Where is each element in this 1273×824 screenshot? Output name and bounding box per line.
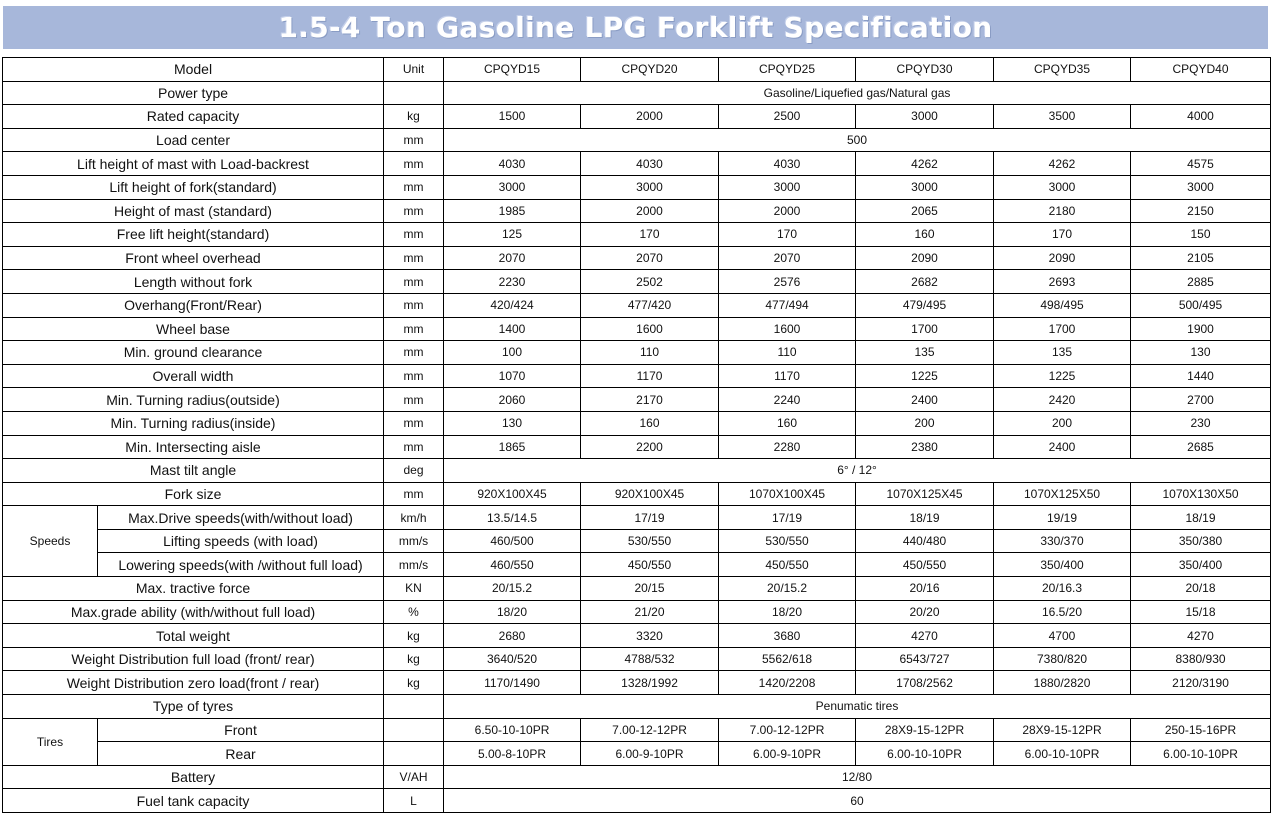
row-unit: KN bbox=[384, 577, 444, 601]
row-value-span: 6° / 12° bbox=[444, 459, 1271, 483]
row-label: Max.Drive speeds(with/without load) bbox=[98, 506, 384, 530]
row-unit: L bbox=[384, 789, 444, 813]
table-row bbox=[3, 459, 1271, 483]
row-value: 18/19 bbox=[1131, 506, 1271, 530]
row-value: 2065 bbox=[856, 199, 994, 223]
spec-table bbox=[2, 57, 1271, 813]
row-value: 1170 bbox=[581, 364, 719, 388]
row-value: 20/15.2 bbox=[719, 577, 856, 601]
row-value: 2680 bbox=[444, 624, 581, 648]
row-label: Max.grade ability (with/without full load) bbox=[3, 600, 384, 624]
row-label: Mast tilt angle bbox=[3, 459, 384, 483]
row-value: 3000 bbox=[856, 175, 994, 199]
row-value: 2693 bbox=[994, 270, 1131, 294]
row-unit: % bbox=[384, 600, 444, 624]
row-label: Battery bbox=[3, 765, 384, 789]
row-value: 350/380 bbox=[1131, 529, 1271, 553]
group-label: Speeds bbox=[3, 506, 98, 577]
row-value: 460/550 bbox=[444, 553, 581, 577]
row-value: 2000 bbox=[581, 199, 719, 223]
row-value: 2090 bbox=[856, 246, 994, 270]
row-value: 1225 bbox=[994, 364, 1131, 388]
table-row bbox=[3, 600, 1271, 624]
table-row bbox=[3, 341, 1271, 365]
row-value: 4000 bbox=[1131, 105, 1271, 129]
row-label: Wheel base bbox=[3, 317, 384, 341]
row-value: 3000 bbox=[856, 105, 994, 129]
row-value: 2170 bbox=[581, 388, 719, 412]
row-unit bbox=[384, 81, 444, 105]
row-label: Type of tyres bbox=[3, 695, 384, 719]
row-value: 7.00-12-12PR bbox=[719, 718, 856, 742]
row-unit: mm bbox=[384, 388, 444, 412]
title-banner bbox=[3, 6, 1268, 49]
row-value: 100 bbox=[444, 341, 581, 365]
row-value: 920X100X45 bbox=[581, 482, 719, 506]
row-value: 13.5/14.5 bbox=[444, 506, 581, 530]
row-value: 2400 bbox=[856, 388, 994, 412]
model-name: CPQYD35 bbox=[994, 58, 1131, 82]
row-value: 2150 bbox=[1131, 199, 1271, 223]
model-name: CPQYD40 bbox=[1131, 58, 1271, 82]
row-value: 110 bbox=[719, 341, 856, 365]
row-value: 230 bbox=[1131, 411, 1271, 435]
row-value: 4575 bbox=[1131, 152, 1271, 176]
row-unit: kg bbox=[384, 624, 444, 648]
row-value: 2500 bbox=[719, 105, 856, 129]
row-value: 1700 bbox=[856, 317, 994, 341]
row-value: 420/424 bbox=[444, 293, 581, 317]
row-value: 2000 bbox=[719, 199, 856, 223]
header-row bbox=[3, 58, 1271, 82]
table-row bbox=[3, 482, 1271, 506]
row-unit: km/h bbox=[384, 506, 444, 530]
table-row bbox=[3, 317, 1271, 341]
row-value: 2380 bbox=[856, 435, 994, 459]
row-value: 2420 bbox=[994, 388, 1131, 412]
table-row bbox=[3, 624, 1271, 648]
row-value: 330/370 bbox=[994, 529, 1131, 553]
row-unit: mm bbox=[384, 317, 444, 341]
row-value: 1500 bbox=[444, 105, 581, 129]
row-value: 2060 bbox=[444, 388, 581, 412]
row-value: 1900 bbox=[1131, 317, 1271, 341]
row-label: Min. Intersecting aisle bbox=[3, 435, 384, 459]
row-value: 5562/618 bbox=[719, 647, 856, 671]
row-unit: mm bbox=[384, 199, 444, 223]
row-value: 170 bbox=[994, 223, 1131, 247]
row-value: 7.00-12-12PR bbox=[581, 718, 719, 742]
row-value: 450/550 bbox=[581, 553, 719, 577]
table-row bbox=[3, 364, 1271, 388]
row-value: 1070X125X50 bbox=[994, 482, 1131, 506]
table-row bbox=[3, 246, 1271, 270]
row-unit: mm bbox=[384, 411, 444, 435]
row-value: 4700 bbox=[994, 624, 1131, 648]
row-label: Free lift height(standard) bbox=[3, 223, 384, 247]
model-name: CPQYD20 bbox=[581, 58, 719, 82]
row-value: 500/495 bbox=[1131, 293, 1271, 317]
row-unit: deg bbox=[384, 459, 444, 483]
row-value: 7380/820 bbox=[994, 647, 1131, 671]
row-value-span: 500 bbox=[444, 128, 1271, 152]
row-value: 4262 bbox=[994, 152, 1131, 176]
row-value: 2200 bbox=[581, 435, 719, 459]
row-value: 3640/520 bbox=[444, 647, 581, 671]
row-value: 3500 bbox=[994, 105, 1131, 129]
row-value: 1328/1992 bbox=[581, 671, 719, 695]
row-value: 450/550 bbox=[719, 553, 856, 577]
row-value: 440/480 bbox=[856, 529, 994, 553]
model-name: CPQYD25 bbox=[719, 58, 856, 82]
table-row bbox=[3, 765, 1271, 789]
row-value: 5.00-8-10PR bbox=[444, 742, 581, 766]
row-value: 160 bbox=[719, 411, 856, 435]
header-label: Model bbox=[3, 58, 384, 82]
row-value: 21/20 bbox=[581, 600, 719, 624]
row-value: 460/500 bbox=[444, 529, 581, 553]
row-value: 170 bbox=[719, 223, 856, 247]
row-value: 350/400 bbox=[994, 553, 1131, 577]
row-unit: kg bbox=[384, 105, 444, 129]
row-value-span: 12/80 bbox=[444, 765, 1271, 789]
row-value: 6543/727 bbox=[856, 647, 994, 671]
row-unit: mm bbox=[384, 482, 444, 506]
row-unit: mm bbox=[384, 293, 444, 317]
row-value: 3000 bbox=[444, 175, 581, 199]
table-row bbox=[3, 577, 1271, 601]
row-unit: mm/s bbox=[384, 553, 444, 577]
row-value: 477/494 bbox=[719, 293, 856, 317]
group-label: Tires bbox=[3, 718, 98, 765]
row-unit: mm bbox=[384, 128, 444, 152]
row-unit: mm bbox=[384, 152, 444, 176]
model-name: CPQYD30 bbox=[856, 58, 994, 82]
row-label: Front bbox=[98, 718, 384, 742]
row-value: 2070 bbox=[581, 246, 719, 270]
row-value: 110 bbox=[581, 341, 719, 365]
row-value: 2180 bbox=[994, 199, 1131, 223]
table-row bbox=[3, 199, 1271, 223]
row-value: 20/15.2 bbox=[444, 577, 581, 601]
row-label: Height of mast (standard) bbox=[3, 199, 384, 223]
row-unit bbox=[384, 718, 444, 742]
row-value: 2070 bbox=[719, 246, 856, 270]
row-label: Min. Turning radius(inside) bbox=[3, 411, 384, 435]
row-value: 6.00-9-10PR bbox=[719, 742, 856, 766]
row-value: 19/19 bbox=[994, 506, 1131, 530]
row-value: 2120/3190 bbox=[1131, 671, 1271, 695]
table-row bbox=[3, 506, 1271, 530]
row-unit: mm bbox=[384, 246, 444, 270]
row-value: 2885 bbox=[1131, 270, 1271, 294]
row-value: 3000 bbox=[994, 175, 1131, 199]
row-value: 6.00-9-10PR bbox=[581, 742, 719, 766]
row-unit bbox=[384, 742, 444, 766]
row-value: 150 bbox=[1131, 223, 1271, 247]
spec-table-body bbox=[3, 58, 1271, 813]
row-unit: mm bbox=[384, 435, 444, 459]
row-value-span: Penumatic tires bbox=[444, 695, 1271, 719]
row-value: 125 bbox=[444, 223, 581, 247]
row-value: 1865 bbox=[444, 435, 581, 459]
table-row bbox=[3, 223, 1271, 247]
row-value-span: Gasoline/Liquefied gas/Natural gas bbox=[444, 81, 1271, 105]
row-value: 6.00-10-10PR bbox=[1131, 742, 1271, 766]
row-value: 6.00-10-10PR bbox=[856, 742, 994, 766]
row-label: Max. tractive force bbox=[3, 577, 384, 601]
table-row bbox=[3, 270, 1271, 294]
row-label: Weight Distribution zero load(front / rear) bbox=[3, 671, 384, 695]
row-value: 3320 bbox=[581, 624, 719, 648]
row-label: Rated capacity bbox=[3, 105, 384, 129]
row-value: 20/16.3 bbox=[994, 577, 1131, 601]
row-value: 477/420 bbox=[581, 293, 719, 317]
table-row bbox=[3, 105, 1271, 129]
row-label: Lowering speeds(with /without full load) bbox=[98, 553, 384, 577]
row-value: 1420/2208 bbox=[719, 671, 856, 695]
row-label: Fork size bbox=[3, 482, 384, 506]
row-value: 1985 bbox=[444, 199, 581, 223]
table-row bbox=[3, 742, 1271, 766]
row-value: 1070X100X45 bbox=[719, 482, 856, 506]
row-value: 2090 bbox=[994, 246, 1131, 270]
table-row bbox=[3, 671, 1271, 695]
row-value: 4270 bbox=[856, 624, 994, 648]
row-value: 20/20 bbox=[856, 600, 994, 624]
row-value: 530/550 bbox=[581, 529, 719, 553]
row-value: 16.5/20 bbox=[994, 600, 1131, 624]
row-value: 2700 bbox=[1131, 388, 1271, 412]
table-row bbox=[3, 529, 1271, 553]
model-name: CPQYD15 bbox=[444, 58, 581, 82]
row-label: Lift height of mast with Load-backrest bbox=[3, 152, 384, 176]
row-value: 4270 bbox=[1131, 624, 1271, 648]
row-value-span: 60 bbox=[444, 789, 1271, 813]
row-value: 17/19 bbox=[581, 506, 719, 530]
row-unit bbox=[384, 695, 444, 719]
row-value: 160 bbox=[581, 411, 719, 435]
row-label: Front wheel overhead bbox=[3, 246, 384, 270]
row-value: 130 bbox=[444, 411, 581, 435]
row-unit: kg bbox=[384, 647, 444, 671]
table-row bbox=[3, 293, 1271, 317]
row-value: 1400 bbox=[444, 317, 581, 341]
row-value: 1170/1490 bbox=[444, 671, 581, 695]
row-value: 2682 bbox=[856, 270, 994, 294]
row-value: 1225 bbox=[856, 364, 994, 388]
row-value: 1708/2562 bbox=[856, 671, 994, 695]
row-label: Lift height of fork(standard) bbox=[3, 175, 384, 199]
row-value: 2502 bbox=[581, 270, 719, 294]
row-value: 1700 bbox=[994, 317, 1131, 341]
table-row bbox=[3, 388, 1271, 412]
table-row bbox=[3, 435, 1271, 459]
row-value: 920X100X45 bbox=[444, 482, 581, 506]
row-value: 2105 bbox=[1131, 246, 1271, 270]
row-unit: V/AH bbox=[384, 765, 444, 789]
row-label: Load center bbox=[3, 128, 384, 152]
row-value: 2000 bbox=[581, 105, 719, 129]
table-row bbox=[3, 128, 1271, 152]
row-value: 1070X130X50 bbox=[1131, 482, 1271, 506]
row-value: 1440 bbox=[1131, 364, 1271, 388]
row-value: 2576 bbox=[719, 270, 856, 294]
table-row bbox=[3, 553, 1271, 577]
row-value: 130 bbox=[1131, 341, 1271, 365]
table-row bbox=[3, 175, 1271, 199]
row-value: 4030 bbox=[719, 152, 856, 176]
row-label: Overall width bbox=[3, 364, 384, 388]
row-value: 1070X125X45 bbox=[856, 482, 994, 506]
row-value: 1170 bbox=[719, 364, 856, 388]
table-row bbox=[3, 695, 1271, 719]
table-row bbox=[3, 411, 1271, 435]
row-unit: mm bbox=[384, 270, 444, 294]
row-value: 8380/930 bbox=[1131, 647, 1271, 671]
row-label: Fuel tank capacity bbox=[3, 789, 384, 813]
row-value: 6.00-10-10PR bbox=[994, 742, 1131, 766]
row-unit: mm bbox=[384, 175, 444, 199]
row-value: 18/19 bbox=[856, 506, 994, 530]
row-value: 2400 bbox=[994, 435, 1131, 459]
row-value: 6.50-10-10PR bbox=[444, 718, 581, 742]
row-value: 18/20 bbox=[444, 600, 581, 624]
row-value: 135 bbox=[994, 341, 1131, 365]
row-unit: mm bbox=[384, 223, 444, 247]
row-value: 2240 bbox=[719, 388, 856, 412]
table-row bbox=[3, 789, 1271, 813]
row-label: Total weight bbox=[3, 624, 384, 648]
row-value: 20/15 bbox=[581, 577, 719, 601]
row-value: 498/495 bbox=[994, 293, 1131, 317]
row-value: 2070 bbox=[444, 246, 581, 270]
row-value: 200 bbox=[994, 411, 1131, 435]
row-unit: mm/s bbox=[384, 529, 444, 553]
row-value: 530/550 bbox=[719, 529, 856, 553]
header-unit: Unit bbox=[384, 58, 444, 82]
row-value: 4788/532 bbox=[581, 647, 719, 671]
row-label: Rear bbox=[98, 742, 384, 766]
row-value: 350/400 bbox=[1131, 553, 1271, 577]
row-value: 160 bbox=[856, 223, 994, 247]
row-unit: mm bbox=[384, 341, 444, 365]
row-value: 135 bbox=[856, 341, 994, 365]
row-label: Length without fork bbox=[3, 270, 384, 294]
row-value: 1070 bbox=[444, 364, 581, 388]
row-value: 2230 bbox=[444, 270, 581, 294]
row-value: 1880/2820 bbox=[994, 671, 1131, 695]
row-value: 15/18 bbox=[1131, 600, 1271, 624]
row-value: 4030 bbox=[581, 152, 719, 176]
row-label: Overhang(Front/Rear) bbox=[3, 293, 384, 317]
row-value: 3680 bbox=[719, 624, 856, 648]
row-value: 3000 bbox=[1131, 175, 1271, 199]
row-value: 4262 bbox=[856, 152, 994, 176]
row-value: 18/20 bbox=[719, 600, 856, 624]
row-value: 20/16 bbox=[856, 577, 994, 601]
row-value: 2685 bbox=[1131, 435, 1271, 459]
table-row bbox=[3, 152, 1271, 176]
row-value: 1600 bbox=[719, 317, 856, 341]
row-label: Min. Turning radius(outside) bbox=[3, 388, 384, 412]
page-title: 1.5-4 Ton Gasoline LPG Forklift Specification bbox=[278, 11, 993, 44]
row-label: Weight Distribution full load (front/ rear) bbox=[3, 647, 384, 671]
row-value: 479/495 bbox=[856, 293, 994, 317]
row-value: 450/550 bbox=[856, 553, 994, 577]
row-label: Lifting speeds (with load) bbox=[98, 529, 384, 553]
table-row bbox=[3, 647, 1271, 671]
row-value: 1600 bbox=[581, 317, 719, 341]
row-value: 2280 bbox=[719, 435, 856, 459]
row-value: 170 bbox=[581, 223, 719, 247]
row-value: 3000 bbox=[581, 175, 719, 199]
row-unit: kg bbox=[384, 671, 444, 695]
row-unit: mm bbox=[384, 364, 444, 388]
table-row bbox=[3, 718, 1271, 742]
row-value: 17/19 bbox=[719, 506, 856, 530]
row-label: Power type bbox=[3, 81, 384, 105]
table-row bbox=[3, 81, 1271, 105]
row-value: 200 bbox=[856, 411, 994, 435]
row-value: 250-15-16PR bbox=[1131, 718, 1271, 742]
row-value: 3000 bbox=[719, 175, 856, 199]
row-value: 28X9-15-12PR bbox=[856, 718, 994, 742]
row-value: 20/18 bbox=[1131, 577, 1271, 601]
row-value: 28X9-15-12PR bbox=[994, 718, 1131, 742]
row-value: 4030 bbox=[444, 152, 581, 176]
row-label: Min. ground clearance bbox=[3, 341, 384, 365]
